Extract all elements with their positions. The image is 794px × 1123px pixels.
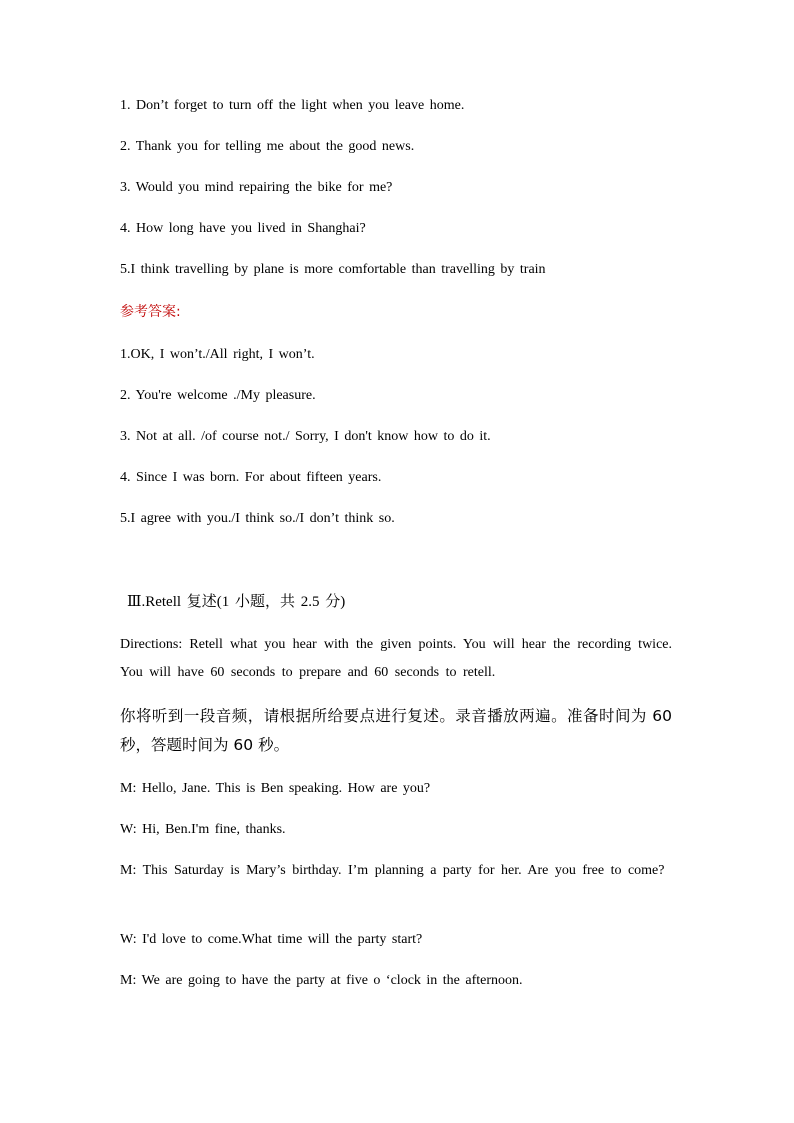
question-3: 3. Would you mind repairing the bike for me? <box>120 180 393 195</box>
answers-heading: 参考答案: <box>120 304 181 320</box>
answer-3: 3. Not at all. /of course not./ Sorry, I don't know how to do it. <box>120 429 491 444</box>
directions-chinese: 你将听到一段音频，请根据所给要点进行复述。录音播放两遍。准备时间为 60 秒，答题时间为 60 秒。 <box>120 707 672 754</box>
answer-2: 2. You're welcome ./My pleasure. <box>120 388 316 403</box>
directions-paragraph: Directions: Retell what you hear with the given points. You will hear the recording twice. You will have 60 seconds to prepare and 60 seconds to retell. <box>120 637 672 680</box>
dialogue-line-4: W: I'd love to come.What time will the party start? <box>120 932 423 947</box>
dialogue-line-1: M: Hello, Jane. This is Ben speaking. How are you? <box>120 781 431 796</box>
question-5: 5.I think travelling by plane is more comfortable than travelling by train <box>120 262 546 277</box>
dialogue-line-3: M: This Saturday is Mary’s birthday. I’m planning a party for her. Are you free to come? <box>120 863 665 878</box>
section-heading: Ⅲ.Retell 复述(1 小题，共 2.5 分) <box>127 594 346 610</box>
answer-4: 4. Since I was born. For about fifteen years. <box>120 470 382 485</box>
question-1: 1. Don’t forget to turn off the light when you leave home. <box>120 98 465 113</box>
question-2: 2. Thank you for telling me about the good news. <box>120 139 415 154</box>
dialogue-line-5: M: We are going to have the party at five o ‘clock in the afternoon. <box>120 973 523 988</box>
dialogue-line-2: W: Hi, Ben.I'm fine, thanks. <box>120 822 286 837</box>
question-4: 4. How long have you lived in Shanghai? <box>120 221 366 236</box>
answer-1: 1.OK, I won’t./All right, I won’t. <box>120 347 315 362</box>
answer-5: 5.I agree with you./I think so./I don’t think so. <box>120 511 395 526</box>
